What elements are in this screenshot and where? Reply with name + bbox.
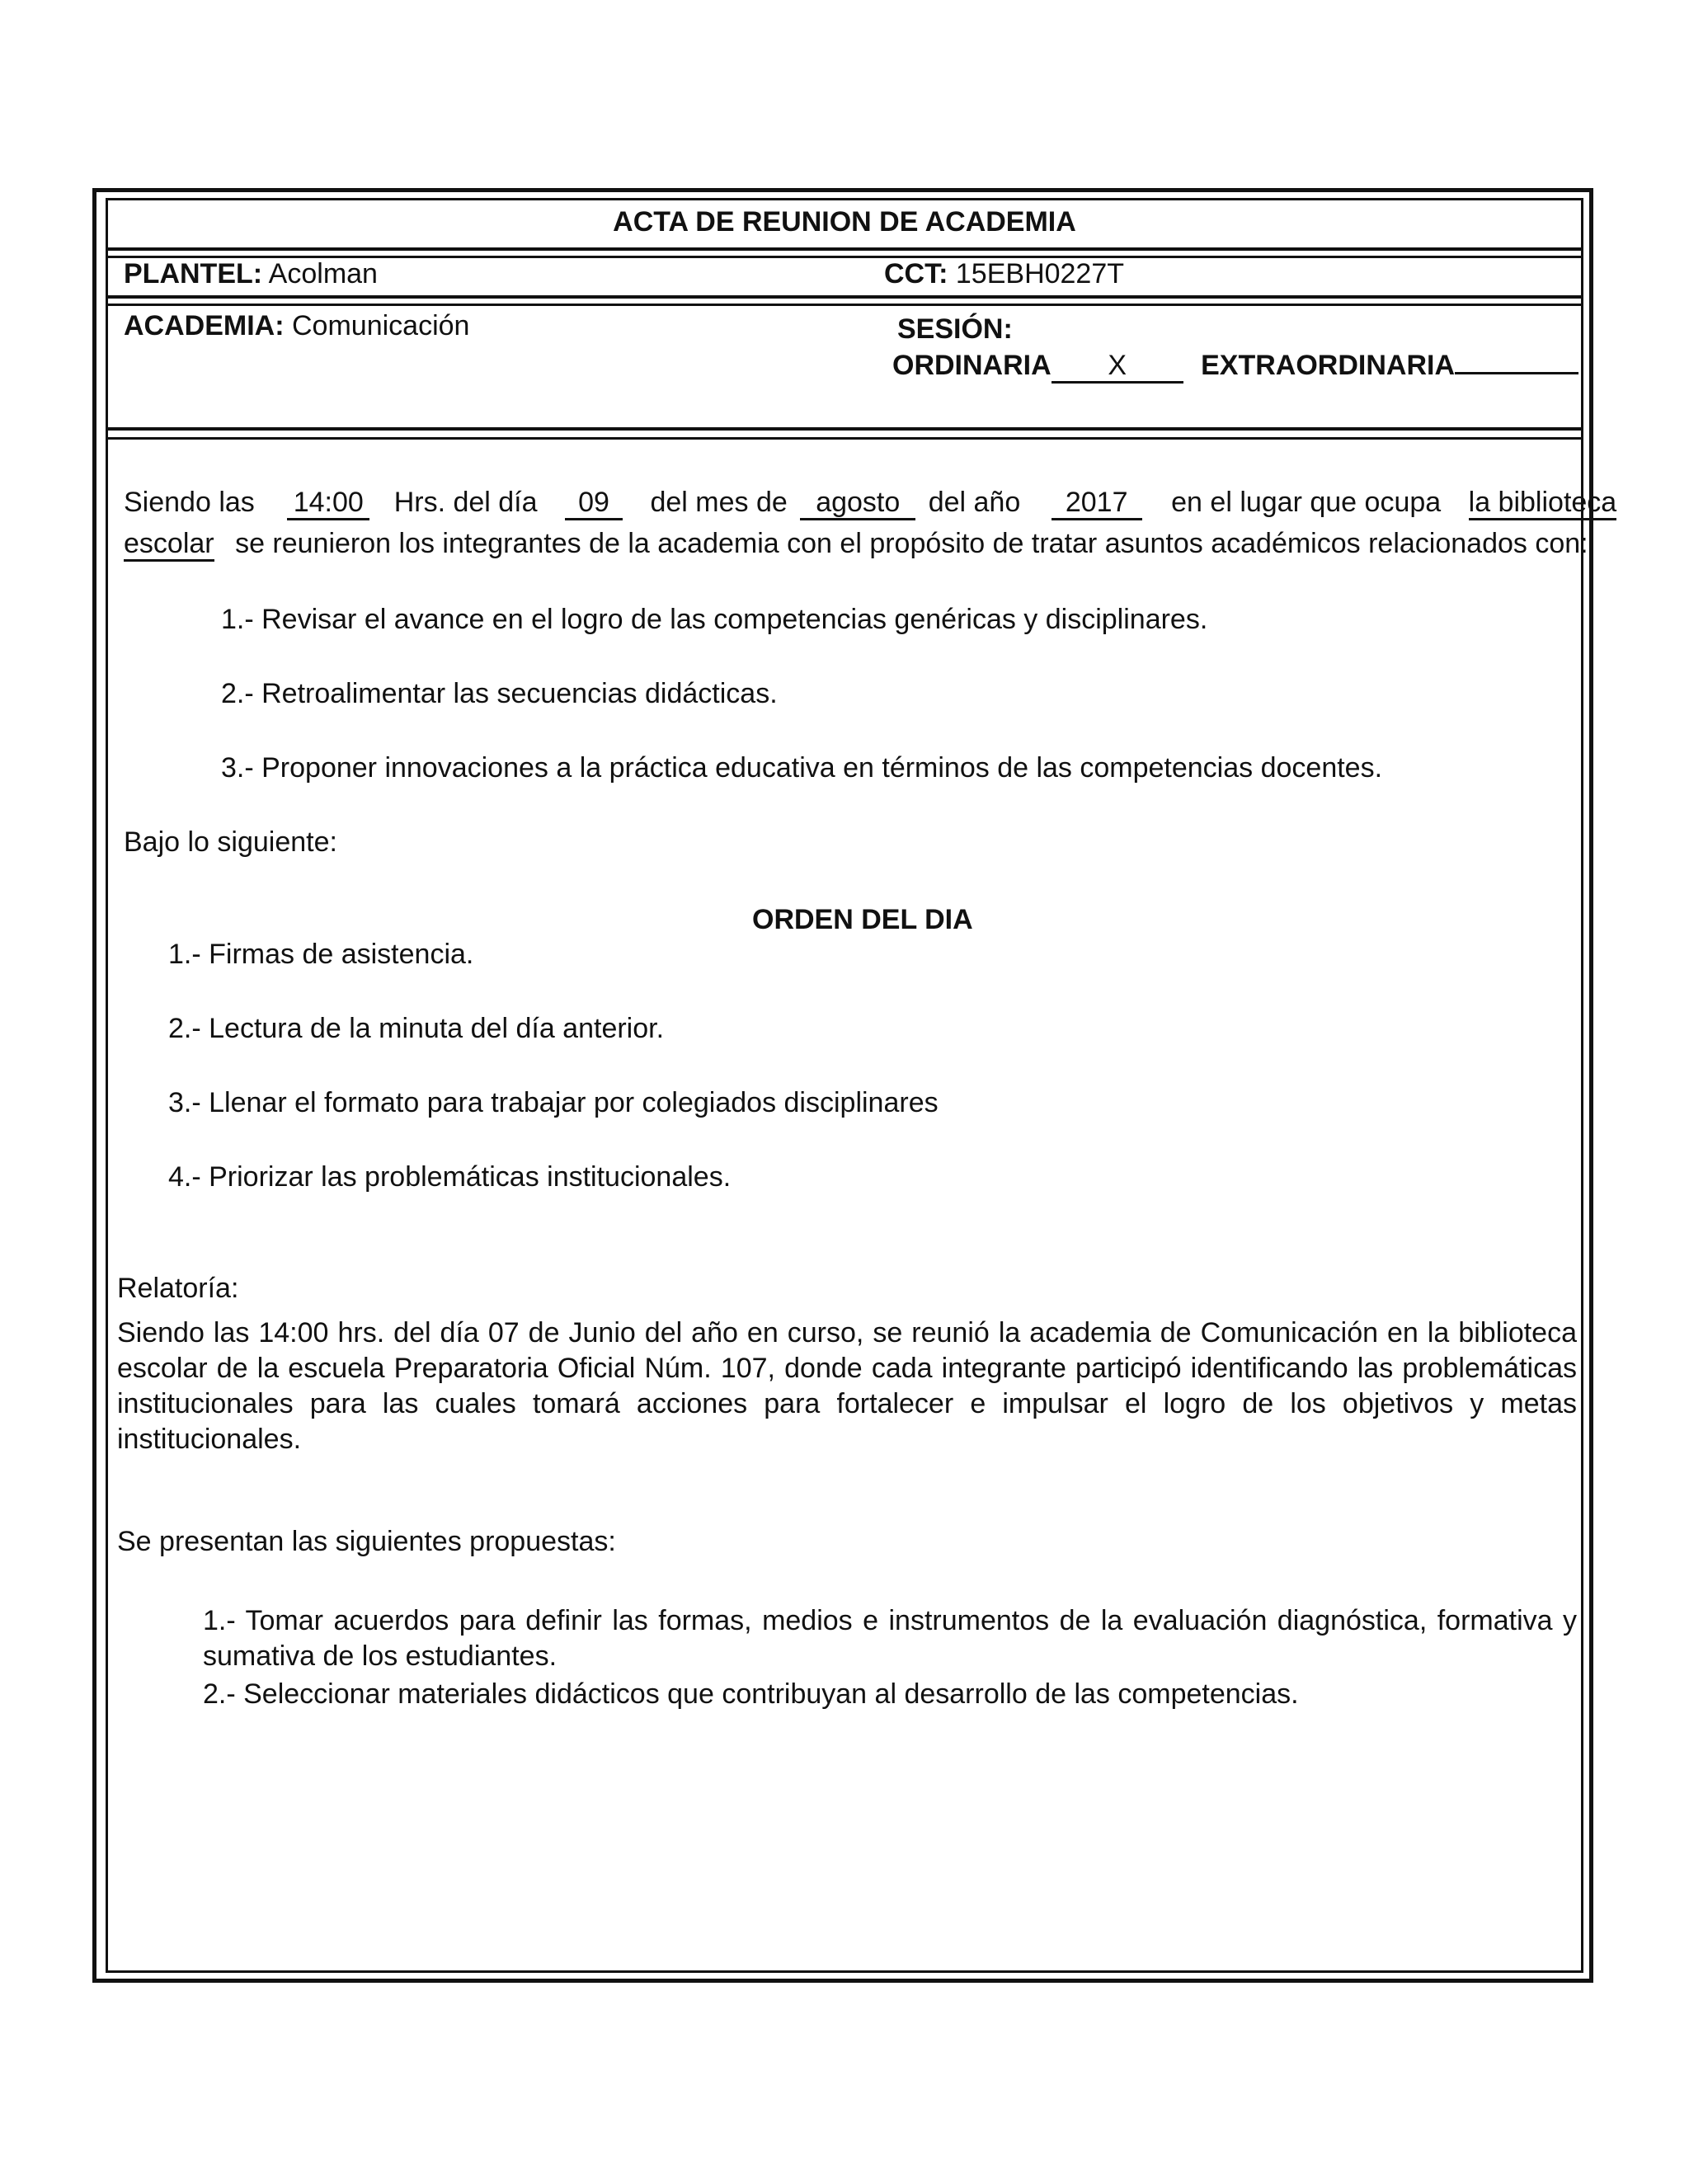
header-divider bbox=[106, 427, 1583, 431]
relatoria-text: Siendo las 14:00 hrs. del día 07 de Junio del año en curso, se reunió la academia de Comunicación en la biblioteca escolar de la escuela Preparatoria Oficial Núm. 107, donde cada integrante participó identificando las problemáticas institucionales para las cuales tomará acciones para fortalecer e impulsar el logro de los objetivos y metas institucionales. bbox=[117, 1317, 1577, 1455]
extraordinaria-label: EXTRAORDINARIA bbox=[1201, 350, 1456, 381]
propuesta-item: 2.- Seleccionar materiales didácticos que contribuyan al desarrollo de las competencias. bbox=[203, 1678, 1299, 1710]
plantel-value: Acolman bbox=[268, 258, 378, 289]
academia-field bbox=[124, 310, 469, 342]
title-divider bbox=[106, 247, 1583, 251]
intro-text: del mes de bbox=[650, 487, 788, 518]
relatoria-label: Relatoría: bbox=[117, 1273, 239, 1304]
intro-text: Siendo las bbox=[124, 487, 255, 518]
propuestas-label: Se presentan las siguientes propuestas: bbox=[117, 1526, 616, 1557]
intro-day: 09 bbox=[565, 488, 623, 520]
ordinaria-label: ORDINARIA bbox=[892, 350, 1052, 381]
academia-label: ACADEMIA: bbox=[124, 310, 285, 341]
intro-line-2 bbox=[124, 528, 1588, 562]
plantel-divider bbox=[106, 295, 1583, 299]
cct-value: 15EBH0227T bbox=[955, 258, 1125, 289]
cct-label: CCT: bbox=[884, 258, 948, 289]
header-divider-double bbox=[106, 437, 1583, 440]
orden-item: 1.- Firmas de asistencia. bbox=[168, 939, 474, 970]
propuesta-item: 1.- Tomar acuerdos para definir las formas, medios e instrumentos de la evaluación diagnóstica, formativa y sumativa de los estudiantes. bbox=[203, 1605, 1577, 1672]
plantel-label: PLANTEL: bbox=[124, 258, 263, 289]
plantel-field bbox=[124, 258, 378, 290]
session-type bbox=[892, 350, 1578, 384]
ordinaria-mark: X bbox=[1052, 351, 1183, 384]
orden-item: 4.- Priorizar las problemáticas institucionales. bbox=[168, 1161, 732, 1193]
intro-text: Hrs. del día bbox=[393, 487, 538, 518]
intro-text: en el lugar que ocupa bbox=[1171, 487, 1442, 518]
intro-place-b: escolar bbox=[124, 530, 214, 562]
orden-item: 3.- Llenar el formato para trabajar por colegiados disciplinares bbox=[168, 1087, 939, 1118]
sesion-label: SESIÓN: bbox=[897, 313, 1013, 345]
purpose-item: 1.- Revisar el avance en el logro de las competencias genéricas y disciplinares. bbox=[221, 604, 1208, 635]
extraordinaria-blank bbox=[1455, 372, 1578, 374]
plantel-divider-double bbox=[106, 304, 1583, 306]
intro-hour: 14:00 bbox=[287, 488, 369, 520]
intro-text: se reunieron los integrantes de la academia con el propósito de tratar asuntos académicos relacionados con: bbox=[235, 528, 1588, 559]
purpose-item: 2.- Retroalimentar las secuencias didácticas. bbox=[221, 678, 778, 709]
orden-title: ORDEN DEL DIA bbox=[752, 904, 973, 935]
orden-item: 2.- Lectura de la minuta del día anterior. bbox=[168, 1013, 665, 1044]
intro-year: 2017 bbox=[1052, 488, 1142, 520]
intro-place-a: la biblioteca bbox=[1469, 488, 1617, 520]
purpose-item: 3.- Proponer innovaciones a la práctica educativa en términos de las competencias docentes. bbox=[221, 752, 1383, 784]
bajo-label: Bajo lo siguiente: bbox=[124, 826, 337, 858]
academia-value: Comunicación bbox=[292, 310, 470, 341]
intro-month: agosto bbox=[800, 488, 915, 520]
document-title: ACTA DE REUNION DE ACADEMIA bbox=[613, 206, 1076, 238]
cct-field bbox=[884, 258, 1124, 290]
intro-line-1 bbox=[124, 487, 1616, 520]
intro-text: del año bbox=[928, 487, 1021, 518]
